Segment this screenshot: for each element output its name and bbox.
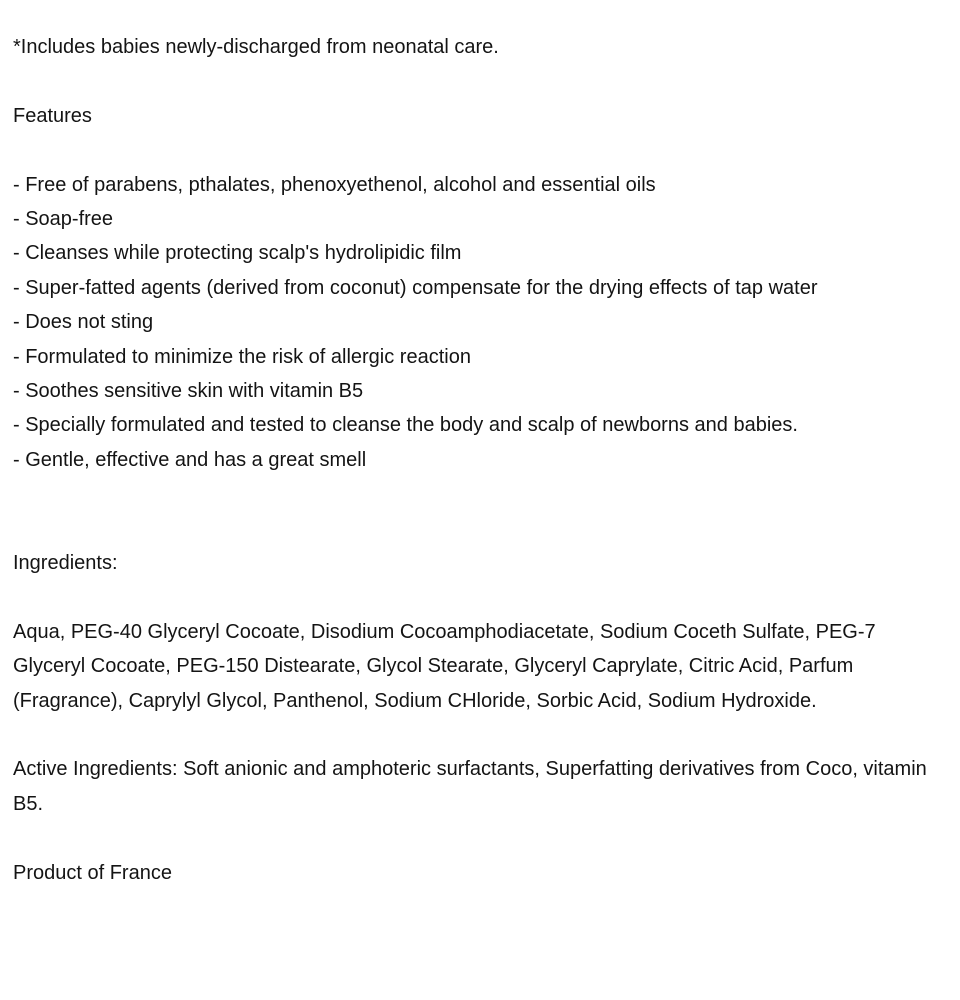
feature-item: - Does not sting — [13, 305, 948, 339]
neonatal-note: *Includes babies newly-discharged from neonatal care. — [13, 36, 499, 58]
features-list — [13, 168, 948, 478]
feature-item: - Formulated to minimize the risk of allergic reaction — [13, 340, 948, 374]
feature-item: - Cleanses while protecting scalp's hydrolipidic film — [13, 236, 948, 270]
feature-item: - Super-fatted agents (derived from coconut) compensate for the drying effects of tap water — [13, 271, 948, 305]
ingredients-heading: Ingredients: — [13, 552, 118, 575]
features-heading: Features — [13, 104, 92, 127]
spacer — [13, 133, 948, 167]
spacer — [13, 821, 948, 855]
feature-item: - Specially formulated and tested to cleanse the body and scalp of newborns and babies. — [13, 408, 948, 442]
ingredients-list-text: Aqua, PEG-40 Glyceryl Cocoate, Disodium Cocoamphodiacetate, Sodium Coceth Sulfate, PEG-7 Glyceryl Cocoate, PEG-150 Distearate, Glycol Stearate, Glyceryl Caprylate, Citric Acid, Parfum (Fragrance), Caprylyl Glycol, Panthenol, Sodium CHloride, Sorbic Acid, Sodium Hydroxide. — [13, 620, 876, 712]
spacer — [13, 718, 948, 752]
product-origin: Product of France — [13, 861, 172, 884]
feature-item: - Free of parabens, pthalates, phenoxyethenol, alcohol and essential oils — [13, 168, 948, 202]
feature-item: - Gentle, effective and has a great smell — [13, 443, 948, 477]
spacer — [13, 477, 948, 546]
product-description — [13, 30, 948, 890]
feature-item: - Soothes sensitive skin with vitamin B5 — [13, 374, 948, 408]
spacer — [13, 64, 948, 98]
spacer — [13, 580, 948, 614]
feature-item: - Soap-free — [13, 202, 948, 236]
active-ingredients-text: Active Ingredients: Soft anionic and amphoteric surfactants, Superfatting derivatives from Coco, vitamin B5. — [13, 758, 927, 815]
